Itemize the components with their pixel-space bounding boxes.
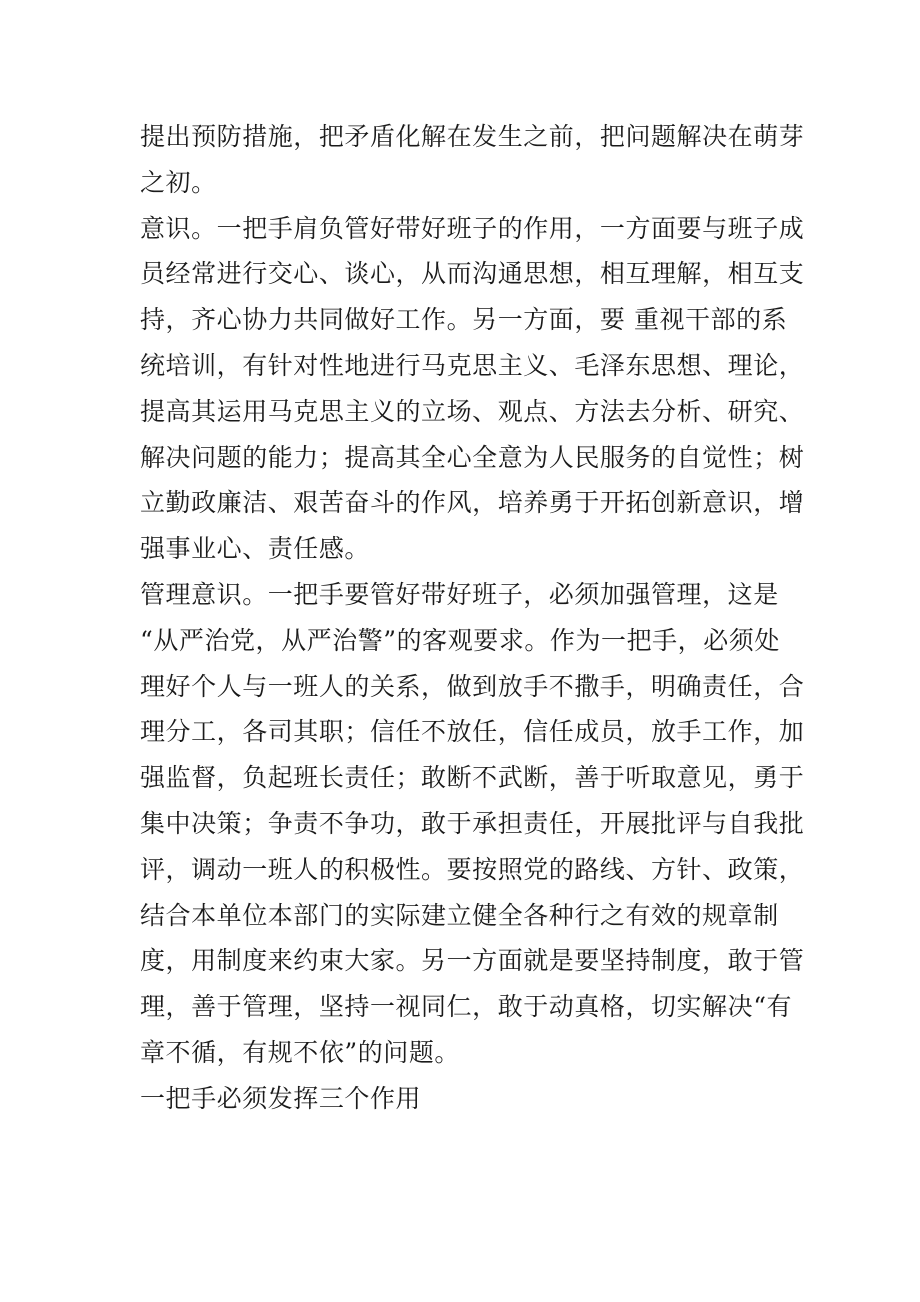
- document-body: [140, 114, 805, 1122]
- text-line: 结合本单位本部门的实际建立健全各种行之有效的规章制: [140, 900, 779, 930]
- text-line: 章不循，有规不依”的问题。: [140, 1037, 460, 1067]
- section-heading: 一把手必须发挥三个作用: [140, 1083, 422, 1113]
- text-line: “从严治党，从严治警”的客观要求。作为一把手，必须处: [140, 625, 780, 655]
- text-line: 强事业心、责任感。: [140, 534, 370, 564]
- text-line: 提高其运用马克思主义的立场、观点、方法去分析、研究、: [140, 396, 805, 426]
- text-line: 持，齐心协力共同做好工作。另一方面，要 重视干部的系: [140, 305, 788, 335]
- text-line: 意识。一把手肩负管好带好班子的作用，一方面要与班子成: [140, 213, 805, 243]
- text-line: 集中决策；争责不争功，敢于承担责任，开展批评与自我批: [140, 808, 805, 838]
- text-line: 理分工，各司其职；信任不放任，信任成员，放手工作，加: [140, 717, 805, 747]
- text-line: 强监督，负起班长责任；敢断不武断，善于听取意见，勇于: [140, 763, 805, 793]
- text-line: 评，调动一班人的积极性。要按照党的路线、方针、政策，: [140, 854, 805, 884]
- text-line: 员经常进行交心、谈心，从而沟通思想，相互理解，相互支: [140, 259, 805, 289]
- text-line: 度，用制度来约束大家。另一方面就是要坚持制度，敢于管: [140, 946, 805, 976]
- text-line: 之初。: [140, 167, 217, 197]
- text-line: 理，善于管理，坚持一视同仁，敢于动真格，切实解决“有: [140, 992, 793, 1022]
- text-line: 解决问题的能力；提高其全心全意为人民服务的自觉性；树: [140, 442, 805, 472]
- text-line: 管理意识。一把手要管好带好班子，必须加强管理，这是: [140, 579, 779, 609]
- text-line: 立勤政廉洁、艰苦奋斗的作风，培养勇于开拓创新意识，增: [140, 488, 805, 518]
- text-line: 统培训，有针对性地进行马克思主义、毛泽东思想、理论，: [140, 350, 805, 380]
- text-line: 提出预防措施，把矛盾化解在发生之前，把问题解决在萌芽: [140, 122, 805, 151]
- text-line: 理好个人与一班人的关系，做到放手不撒手，明确责任，合: [140, 671, 805, 701]
